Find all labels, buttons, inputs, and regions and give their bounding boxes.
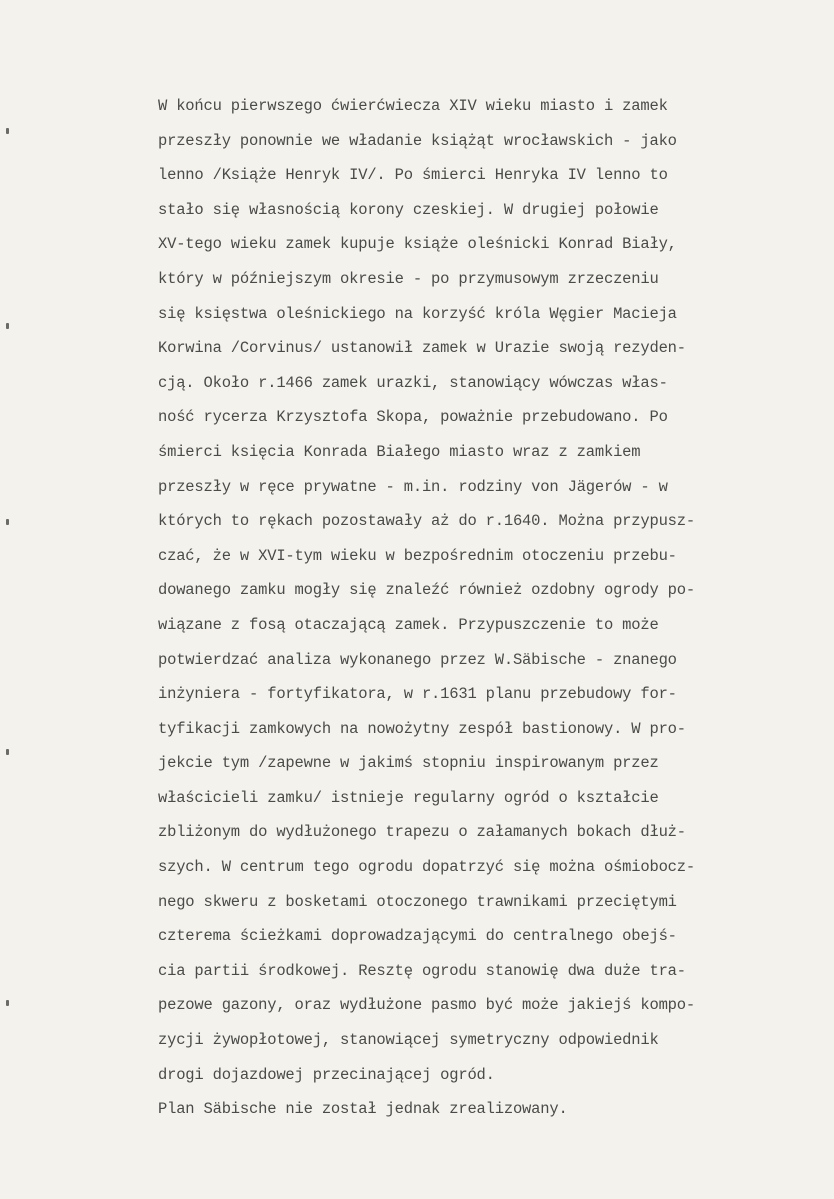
text-line: W końcu pierwszego ćwierćwiecza XIV wieku miasto i zamek: [158, 97, 668, 115]
margin-mark: [6, 128, 9, 134]
text-line: właścicieli zamku/ istnieje regularny ogród o kształcie: [158, 788, 659, 807]
text-line: czać, że w XVI-tym wieku w bezpośrednim otoczeniu przebu-: [158, 546, 677, 565]
margin-mark: [6, 519, 9, 525]
text-line: stało się własnością korony czeskiej. W drugiej połowie: [158, 200, 659, 219]
margin-mark: [6, 323, 9, 329]
text-line: inżyniera - fortyfikatora, w r.1631 planu przebudowy for-: [158, 685, 677, 704]
text-line: się księstwa oleśnickiego na korzyść króla Węgier Macieja: [158, 304, 677, 323]
text-line: cia partii środkowej. Resztę ogrodu stanowię dwa duże tra-: [158, 961, 686, 980]
text-line: tyfikacji zamkowych na nowożytny zespół bastionowy. W pro-: [158, 719, 686, 738]
text-line: Plan Säbische nie został jednak zrealizowany.: [158, 1100, 568, 1119]
text-line: dowanego zamku mogły się znaleźć również ozdobny ogrody po-: [158, 581, 695, 600]
text-line: pezowe gazony, oraz wydłużone pasmo być może jakiejś kompo-: [158, 996, 695, 1015]
text-line: drogi dojazdowej przecinającej ogród.: [158, 1065, 495, 1084]
text-line: który w późniejszym okresie - po przymusowym zrzeczeniu: [158, 269, 659, 288]
text-line: zbliżonym do wydłużonego trapezu o załamanych bokach dłuż-: [158, 823, 686, 842]
text-line: których to rękach pozostawały aż do r.1640. Można przypusz-: [158, 512, 695, 531]
text-line: XV-tego wieku zamek kupuje książe oleśnicki Konrad Biały,: [158, 235, 677, 254]
body-text: [158, 96, 778, 1134]
text-line: czterema ścieżkami doprowadzającymi do centralnego obejś-: [158, 927, 677, 946]
text-line: przeszły ponownie we władanie książąt wrocławskich - jako: [158, 131, 677, 150]
text-line: szych. W centrum tego ogrodu dopatrzyć się można ośmiobocz-: [158, 858, 695, 877]
text-line: śmierci księcia Konrada Białego miasto wraz z zamkiem: [158, 442, 641, 461]
margin-mark: [6, 1000, 9, 1006]
text-line: potwierdzać analiza wykonanego przez W.Säbische - znanego: [158, 650, 677, 669]
text-line: zycji żywopłotowej, stanowiącej symetryczny odpowiednik: [158, 1031, 659, 1050]
text-line: ność rycerza Krzysztofa Skopa, poważnie przebudowano. Po: [158, 408, 668, 427]
text-line: wiązane z fosą otaczającą zamek. Przypuszczenie to może: [158, 615, 659, 634]
text-line: Korwina /Corvinus/ ustanowił zamek w Urazie swoją rezyden-: [158, 339, 686, 358]
text-line: cją. Około r.1466 zamek urazki, stanowiący wówczas włas-: [158, 373, 668, 392]
text-line: lenno /Książe Henryk IV/. Po śmierci Henryka IV lenno to: [158, 166, 668, 185]
text-line: jekcie tym /zapewne w jakimś stopniu inspirowanym przez: [158, 754, 659, 773]
text-line: przeszły w ręce prywatne - m.in. rodziny von Jägerów - w: [158, 477, 668, 496]
margin-mark: [6, 749, 9, 755]
text-line: nego skweru z bosketami otoczonego trawnikami przeciętymi: [158, 892, 677, 911]
